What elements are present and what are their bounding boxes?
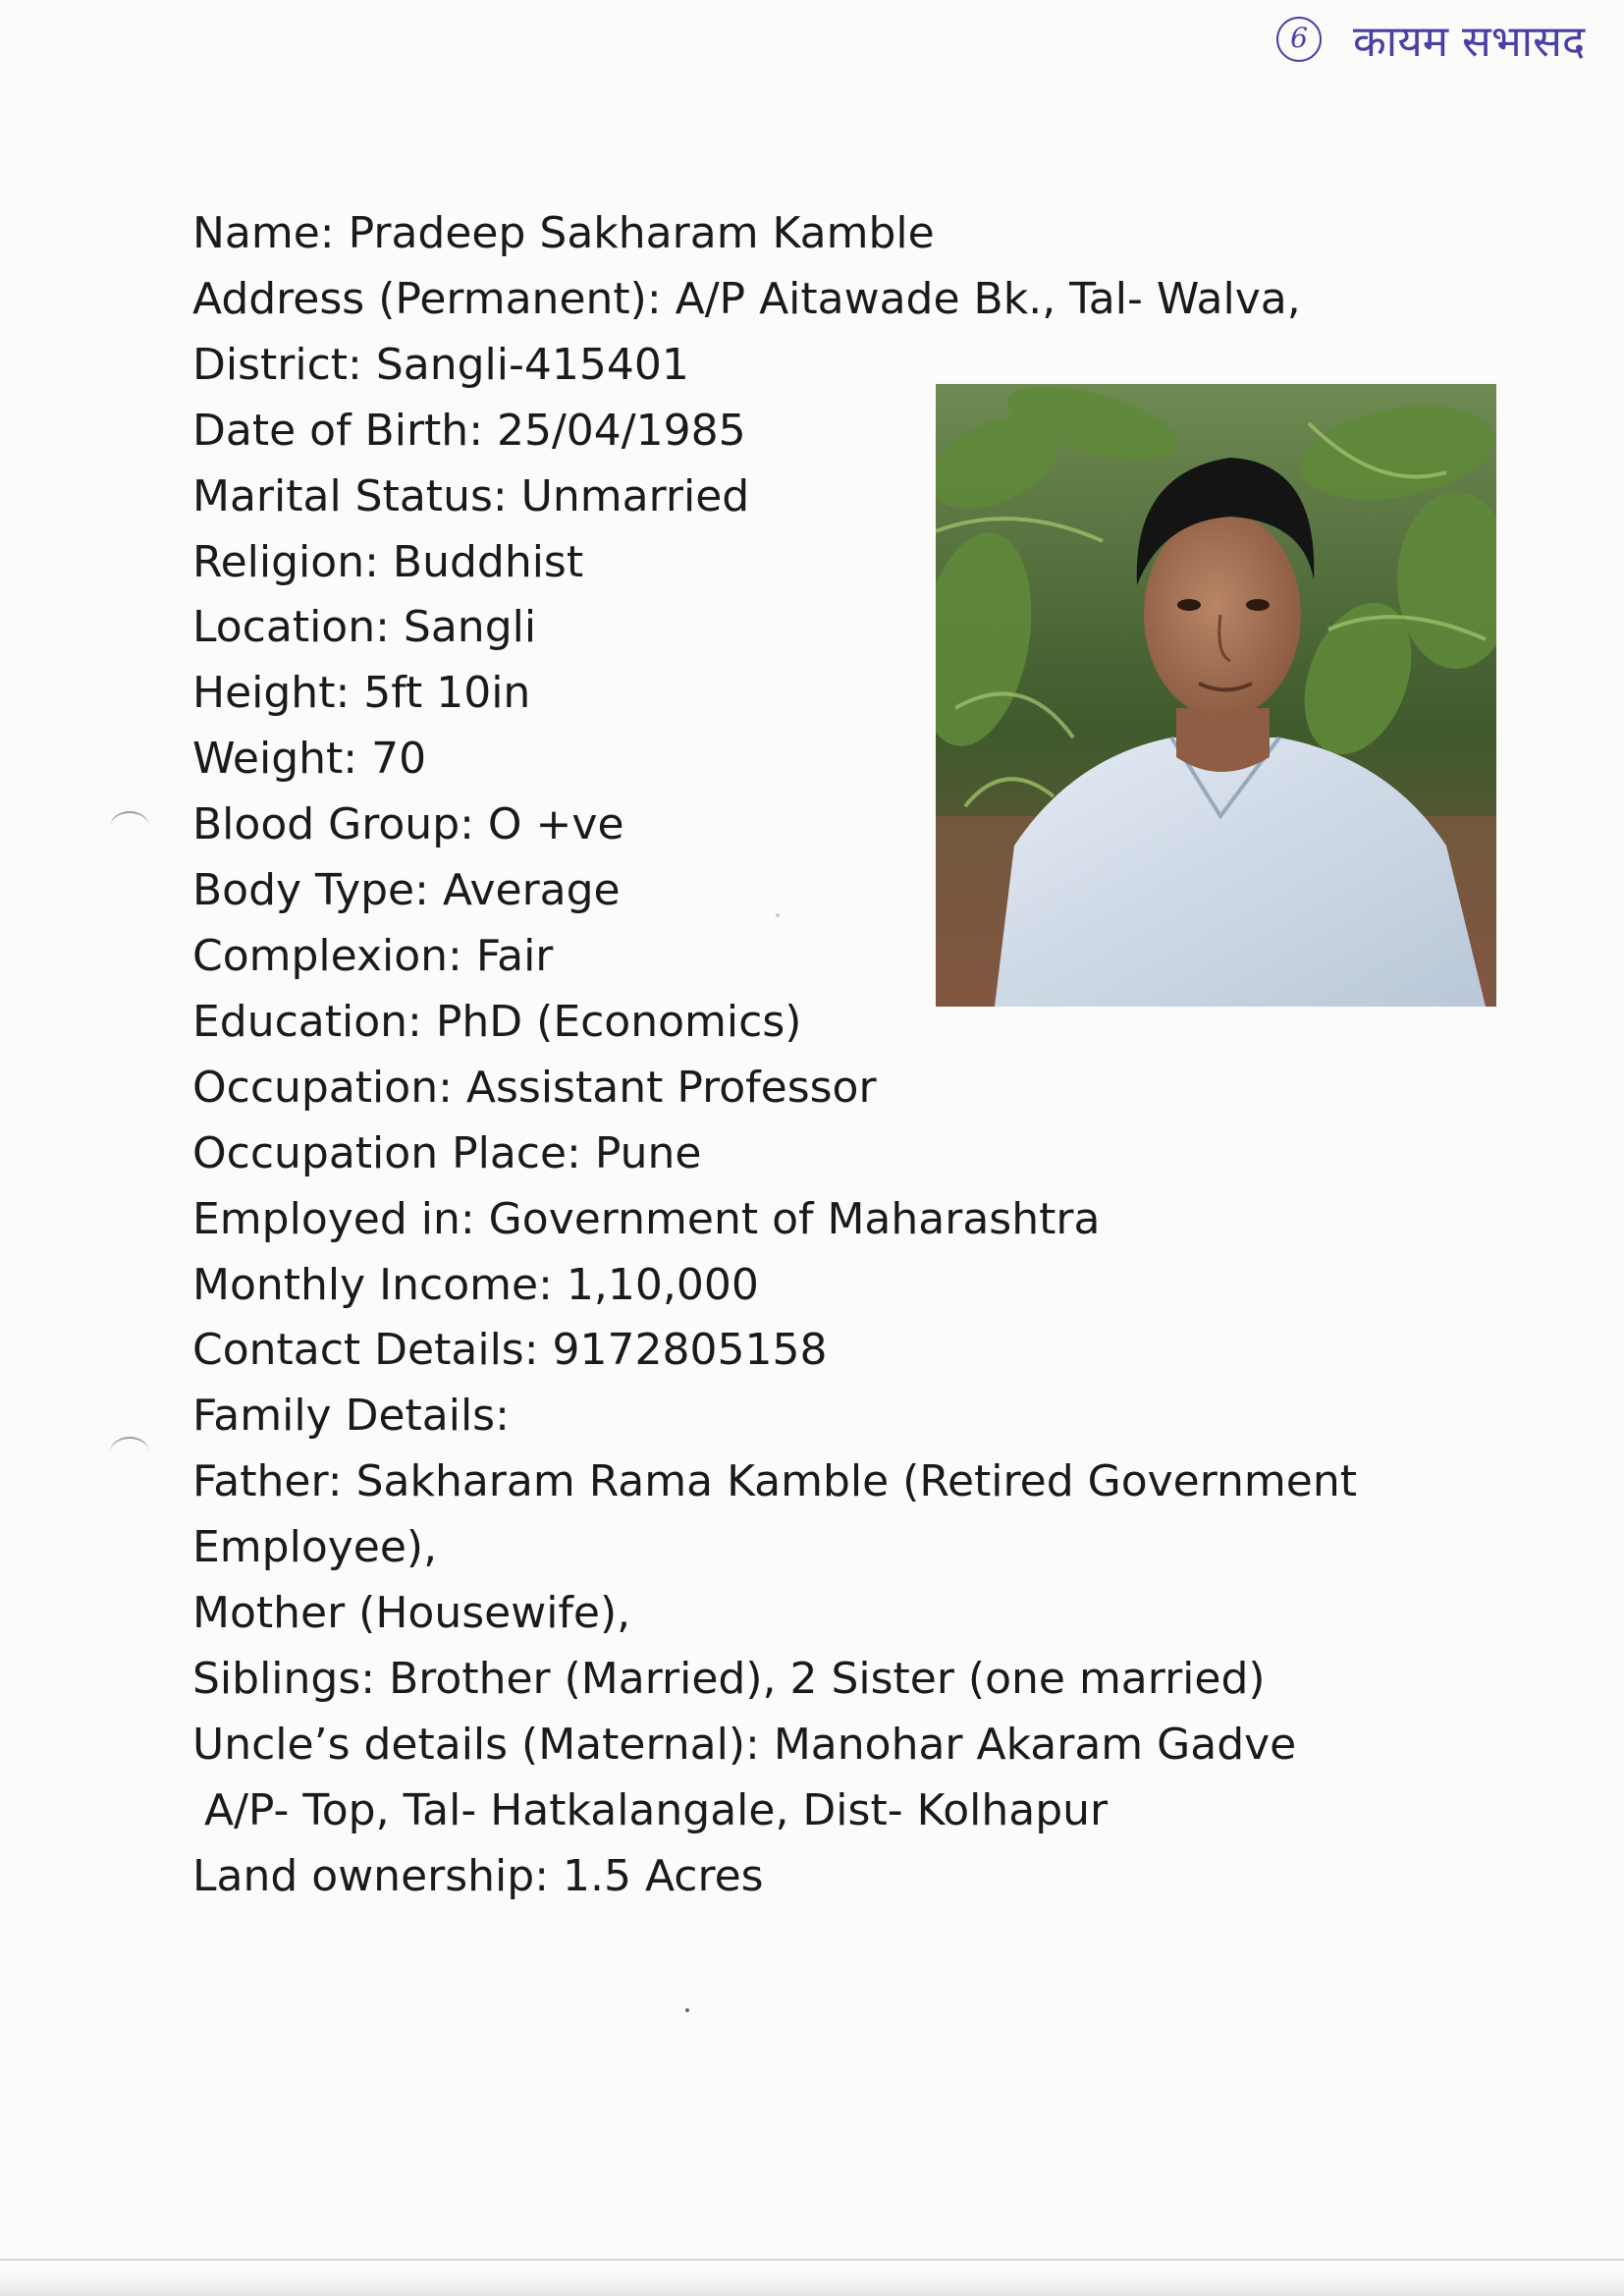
- weight-line: Weight: 70: [192, 734, 427, 785]
- complexion-line: Complexion: Fair: [192, 930, 554, 981]
- scan-bottom-edge: [0, 2269, 1624, 2296]
- uncle-address-line: A/P- Top, Tal- Hatkalangale, Dist- Kolhapur: [204, 1784, 1109, 1835]
- handwritten-marathi-text: कायम सभासद: [1353, 17, 1586, 67]
- name-line: Name: Pradeep Sakharam Kamble: [192, 208, 935, 258]
- religion-line: Religion: Buddhist: [192, 536, 584, 587]
- location-line: Location: Sangli: [192, 602, 537, 653]
- family-details-heading: Family Details:: [192, 1391, 510, 1442]
- father-line-continued: Employee),: [192, 1522, 438, 1573]
- father-line: Father: Sakharam Rama Kamble (Retired Government: [192, 1456, 1358, 1507]
- handwritten-note: [1276, 10, 1624, 79]
- marital-status-line: Marital Status: Unmarried: [192, 470, 750, 521]
- scan-mark: [110, 811, 149, 843]
- monthly-income-line: Monthly Income: 1,10,000: [192, 1259, 759, 1310]
- uncle-details-line: Uncle’s details (Maternal): Manohar Akaram Gadve: [192, 1719, 1297, 1770]
- address-line: Address (Permanent): A/P Aitawade Bk., Tal- Walva,: [192, 273, 1301, 324]
- body-type-line: Body Type: Average: [192, 865, 621, 916]
- height-line: Height: 5ft 10in: [192, 668, 531, 719]
- occupation-place-line: Occupation Place: Pune: [192, 1127, 702, 1178]
- occupation-line: Occupation: Assistant Professor: [192, 1062, 877, 1113]
- scan-mark: [110, 1437, 149, 1468]
- profile-photo: [936, 384, 1496, 1007]
- scan-speck: [685, 2008, 689, 2012]
- employed-in-line: Employed in: Government of Maharashtra: [192, 1193, 1101, 1244]
- scan-edge-line: [0, 2259, 1624, 2261]
- district-line: District: Sangli-415401: [192, 339, 689, 390]
- scan-speck: [776, 913, 780, 917]
- siblings-line: Siblings: Brother (Married), 2 Sister (one married): [192, 1653, 1266, 1704]
- mother-line: Mother (Housewife),: [192, 1588, 631, 1639]
- contact-details-line: Contact Details: 9172805158: [192, 1325, 828, 1376]
- blood-group-line: Blood Group: O +ve: [192, 799, 624, 850]
- dob-line: Date of Birth: 25/04/1985: [192, 405, 746, 456]
- education-line: Education: PhD (Economics): [192, 996, 802, 1047]
- circled-number: 6: [1276, 17, 1322, 62]
- land-ownership-line: Land ownership: 1.5 Acres: [192, 1850, 764, 1901]
